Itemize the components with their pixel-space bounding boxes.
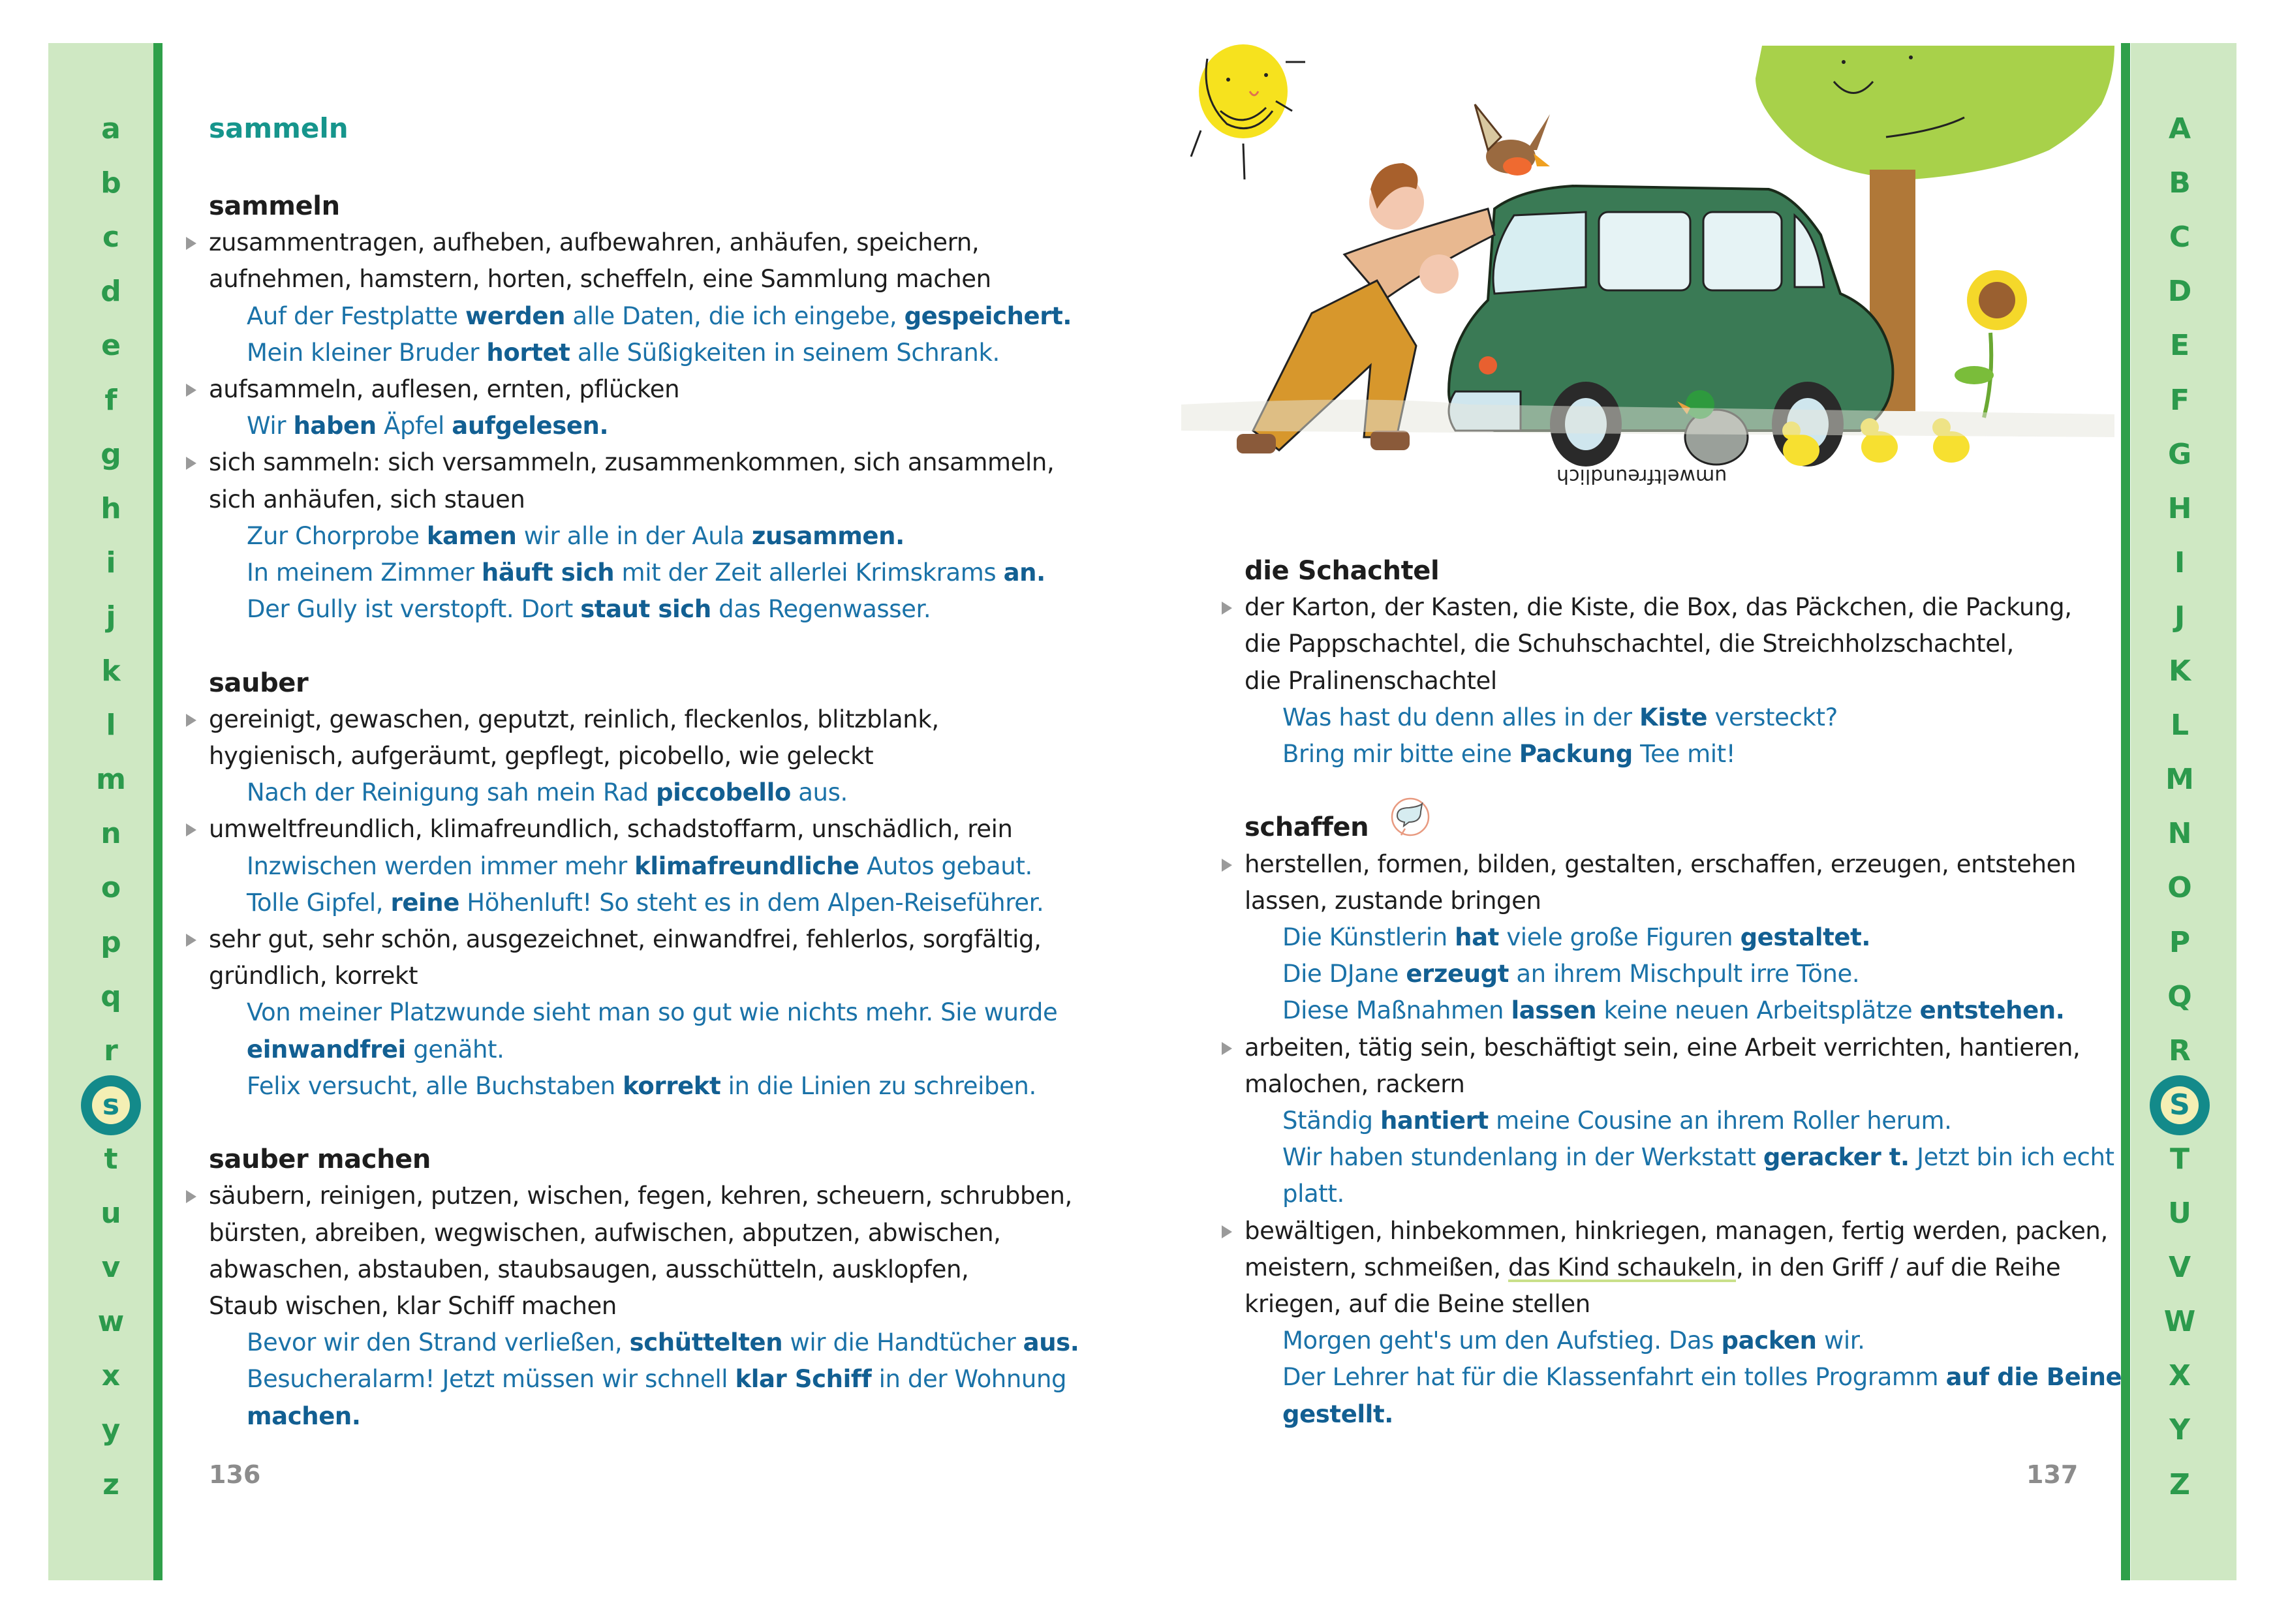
example-sentence: Zur Chorprobe kamen wir alle in der Aula zusammen. bbox=[247, 521, 905, 550]
car-illustration bbox=[1181, 39, 2121, 509]
strip-border-right bbox=[2121, 43, 2130, 1580]
synonym-line: bürsten, abreiben, wegwischen, aufwischen, abputzen, abwischen, bbox=[209, 1218, 1001, 1247]
alphabet-strip-left bbox=[48, 43, 154, 1580]
alphabet-letter[interactable]: q bbox=[101, 979, 121, 1013]
synonym-line: hygienisch, aufgeräumt, gepflegt, picobello, wie geleckt bbox=[209, 742, 874, 770]
alphabet-letter[interactable]: e bbox=[101, 329, 121, 363]
bullet-triangle-icon bbox=[186, 384, 196, 397]
example-sentence: Nach der Reinigung sah mein Rad piccobello aus. bbox=[247, 778, 848, 807]
alphabet-letter[interactable]: n bbox=[101, 817, 121, 851]
synonym-line: bewältigen, hinbekommen, hinkriegen, managen, fertig werden, packen, bbox=[1245, 1216, 2108, 1245]
alphabet-letter[interactable]: t bbox=[104, 1142, 118, 1176]
alphabet-letter[interactable]: L bbox=[2170, 709, 2189, 743]
example-sentence: Tolle Gipfel, reine Höhenluft! So steht es in dem Alpen-Reiseführer. bbox=[247, 888, 1044, 917]
synonym-line: gereinigt, gewaschen, geputzt, reinlich, fleckenlos, blitzblank, bbox=[209, 705, 939, 733]
alphabet-letter[interactable]: Z bbox=[2169, 1467, 2190, 1501]
alphabet-letter[interactable]: j bbox=[106, 600, 116, 634]
synonym-line: zusammentragen, aufheben, aufbewahren, anhäufen, speichern, bbox=[209, 228, 980, 257]
bullet-triangle-icon bbox=[1222, 1042, 1232, 1055]
alphabet-letter[interactable]: p bbox=[101, 925, 121, 959]
alphabet-letter[interactable]: y bbox=[101, 1413, 121, 1447]
bullet-triangle-icon bbox=[186, 934, 196, 947]
alphabet-letter-active[interactable] bbox=[81, 1075, 141, 1135]
alphabet-letter[interactable]: O bbox=[2167, 871, 2192, 905]
alphabet-letter[interactable]: C bbox=[2169, 221, 2191, 254]
example-sentence: gestellt. bbox=[1282, 1400, 1393, 1428]
alphabet-letter[interactable]: I bbox=[2174, 545, 2186, 579]
alphabet-letter[interactable]: N bbox=[2167, 817, 2192, 851]
page-number-right: 137 bbox=[2026, 1460, 2079, 1489]
bullet-triangle-icon bbox=[186, 1190, 196, 1203]
alphabet-letter[interactable]: B bbox=[2169, 166, 2191, 200]
alphabet-letter[interactable]: v bbox=[101, 1251, 121, 1285]
sunflower-icon bbox=[1955, 270, 2027, 418]
alphabet-letter[interactable]: T bbox=[2169, 1142, 2189, 1176]
alphabet-letter[interactable]: F bbox=[2169, 383, 2190, 417]
example-sentence: Wir haben Äpfel aufgelesen. bbox=[247, 412, 609, 440]
alphabet-letter[interactable]: u bbox=[101, 1197, 121, 1230]
example-sentence: Inzwischen werden immer mehr klimafreundliche Autos gebaut. bbox=[247, 851, 1032, 880]
alphabet-letter[interactable]: b bbox=[101, 166, 121, 200]
synonym-line: malochen, rackern bbox=[1245, 1069, 1465, 1098]
illustration-caption: umweltfreundlich bbox=[1556, 465, 1727, 487]
example-sentence: Diese Maßnahmen lassen keine neuen Arbeitsplätze entstehen. bbox=[1282, 996, 2065, 1025]
sun-icon bbox=[1191, 44, 1305, 179]
synonym-line: aufsammeln, auflesen, ernten, pflücken bbox=[209, 375, 680, 403]
example-sentence: Wir haben stundenlang in der Werkstatt geracker t. Jetzt bin ich echt bbox=[1282, 1143, 2114, 1172]
headword: sammeln bbox=[209, 191, 340, 221]
alphabet-letter[interactable]: Y bbox=[2169, 1413, 2190, 1447]
alphabet-letter[interactable]: E bbox=[2169, 329, 2190, 363]
example-sentence: machen. bbox=[247, 1402, 361, 1430]
example-sentence: In meinem Zimmer häuft sich mit der Zeit allerlei Krimskrams an. bbox=[247, 559, 1045, 587]
alphabet-letter[interactable]: D bbox=[2167, 275, 2192, 309]
headword: schaffen bbox=[1245, 812, 1369, 843]
bullet-triangle-icon bbox=[186, 457, 196, 470]
alphabet-letter[interactable]: o bbox=[101, 871, 121, 905]
running-head: sammeln bbox=[209, 112, 348, 144]
example-sentence: Bevor wir den Strand verließen, schüttelten wir die Handtücher aus. bbox=[247, 1328, 1079, 1357]
alphabet-letter[interactable]: X bbox=[2169, 1359, 2191, 1393]
synonym-line: arbeiten, tätig sein, beschäftigt sein, eine Arbeit verrichten, hantieren, bbox=[1245, 1033, 2081, 1062]
bullet-triangle-icon bbox=[186, 714, 196, 727]
alphabet-letter[interactable]: V bbox=[2168, 1251, 2191, 1285]
alphabet-letter[interactable]: k bbox=[101, 654, 121, 688]
alphabet-letter[interactable]: m bbox=[96, 763, 126, 797]
synonym-line: meistern, schmeißen, das Kind schaukeln, in den Griff / auf die Reihe bbox=[1245, 1253, 2061, 1281]
example-sentence: Die DJane erzeugt an ihrem Mischpult irre Töne. bbox=[1282, 960, 1860, 988]
alphabet-letter[interactable]: c bbox=[102, 221, 120, 254]
synonym-line: herstellen, formen, bilden, gestalten, erschaffen, erzeugen, entstehen bbox=[1245, 850, 2077, 878]
alphabet-letter[interactable]: A bbox=[2168, 112, 2191, 146]
alphabet-letter[interactable]: d bbox=[101, 275, 121, 309]
example-sentence: Bring mir bitte eine Packung Tee mit! bbox=[1282, 740, 1736, 768]
alphabet-strip-right bbox=[2131, 43, 2236, 1580]
alphabet-letter-active[interactable] bbox=[2150, 1075, 2210, 1135]
headword: die Schachtel bbox=[1245, 556, 1440, 586]
alphabet-letter[interactable]: W bbox=[2163, 1305, 2196, 1339]
synonym-line: säubern, reinigen, putzen, wischen, fegen, kehren, scheuern, schrubben, bbox=[209, 1182, 1072, 1210]
bullet-triangle-icon bbox=[1222, 602, 1232, 615]
headword: sauber machen bbox=[209, 1144, 431, 1175]
example-sentence: Auf der Festplatte werden alle Daten, die ich eingebe, gespeichert. bbox=[247, 301, 1072, 330]
example-sentence: Der Lehrer hat für die Klassenfahrt ein tolles Programm auf die Beine bbox=[1282, 1363, 2122, 1392]
alphabet-letter[interactable]: K bbox=[2168, 654, 2191, 688]
alphabet-letter[interactable]: w bbox=[97, 1305, 125, 1339]
synonym-line: sich sammeln: sich versammeln, zusammenkommen, sich ansammeln, bbox=[209, 448, 1055, 477]
example-sentence: Besucheralarm! Jetzt müssen wir schnell klar Schiff in der Wohnung bbox=[247, 1365, 1067, 1394]
example-sentence: einwandfrei genäht. bbox=[247, 1035, 504, 1064]
example-sentence: Felix versucht, alle Buchstaben korrekt in die Linien zu schreiben. bbox=[247, 1071, 1036, 1100]
alphabet-letter[interactable]: G bbox=[2167, 437, 2192, 471]
synonym-line: gründlich, korrekt bbox=[209, 962, 418, 990]
synonym-line: die Pralinenschachtel bbox=[1245, 666, 1497, 695]
example-sentence: Ständig hantiert meine Cousine an ihrem Roller herum. bbox=[1282, 1107, 1952, 1135]
bullet-triangle-icon bbox=[186, 823, 196, 836]
synonym-line: lassen, zustande bringen bbox=[1245, 886, 1541, 915]
synonym-line: der Karton, der Kasten, die Kiste, die Box, das Päckchen, die Packung, bbox=[1245, 593, 2072, 622]
example-sentence: Von meiner Platzwunde sieht man so gut wie nichts mehr. Sie wurde bbox=[247, 998, 1058, 1027]
bullet-triangle-icon bbox=[1222, 1225, 1232, 1238]
alphabet-letter-label: S bbox=[2161, 1086, 2199, 1124]
example-sentence: Die Künstlerin hat viele große Figuren gestaltet. bbox=[1282, 923, 1871, 951]
alphabet-letter[interactable]: R bbox=[2169, 1034, 2191, 1067]
example-sentence: Was hast du denn alles in der Kiste versteckt? bbox=[1282, 703, 1838, 731]
alphabet-letter[interactable]: M bbox=[2165, 763, 2194, 797]
alphabet-letter[interactable]: z bbox=[102, 1467, 119, 1501]
synonym-line: abwaschen, abstauben, staubsaugen, ausschütteln, ausklopfen, bbox=[209, 1255, 969, 1283]
alphabet-letter[interactable]: P bbox=[2169, 925, 2191, 959]
page-number-left: 136 bbox=[209, 1460, 261, 1489]
example-sentence: Der Gully ist verstopft. Dort staut sich das Regenwasser. bbox=[247, 595, 931, 624]
robin-icon bbox=[1475, 104, 1550, 176]
alphabet-letter[interactable]: g bbox=[101, 437, 121, 471]
synonym-line: umweltfreundlich, klimafreundlich, schadstoffarm, unschädlich, rein bbox=[209, 815, 1013, 844]
synonym-line: sich anhäufen, sich stauen bbox=[209, 485, 525, 513]
alphabet-letter[interactable]: f bbox=[104, 383, 117, 417]
bullet-triangle-icon bbox=[1222, 859, 1232, 872]
synonym-line: Staub wischen, klar Schiff machen bbox=[209, 1292, 617, 1320]
strip-border-left bbox=[153, 43, 162, 1580]
alphabet-letter[interactable]: x bbox=[101, 1359, 121, 1393]
headword: sauber bbox=[209, 667, 309, 698]
example-sentence: platt. bbox=[1282, 1180, 1344, 1208]
synonym-line: aufnehmen, hamstern, horten, scheffeln, eine Sammlung machen bbox=[209, 265, 991, 294]
example-sentence: Mein kleiner Bruder hortet alle Süßigkeiten in seinem Schrank. bbox=[247, 338, 1000, 367]
alphabet-letter[interactable]: H bbox=[2167, 491, 2192, 525]
alphabet-letter-label: s bbox=[92, 1086, 130, 1124]
alphabet-letter[interactable]: i bbox=[106, 545, 116, 579]
alphabet-letter[interactable]: l bbox=[106, 709, 116, 743]
alphabet-letter[interactable]: a bbox=[101, 112, 121, 146]
synonym-line: sehr gut, sehr schön, ausgezeichnet, einwandfrei, fehlerlos, sorgfältig, bbox=[209, 925, 1042, 953]
synonym-line: die Pappschachtel, die Schuhschachtel, die Streichholzschachtel, bbox=[1245, 630, 2014, 658]
alphabet-letter[interactable]: h bbox=[101, 491, 121, 525]
alphabet-letter[interactable]: U bbox=[2168, 1197, 2191, 1230]
alphabet-letter[interactable]: J bbox=[2174, 600, 2186, 634]
bullet-triangle-icon bbox=[186, 237, 196, 250]
example-sentence: Morgen geht's um den Aufstieg. Das packen wir. bbox=[1282, 1326, 1865, 1355]
alphabet-letter[interactable]: r bbox=[104, 1034, 118, 1067]
synonym-line: kriegen, auf die Beine stellen bbox=[1245, 1290, 1590, 1318]
speech-bubble-icon[interactable] bbox=[1387, 797, 1434, 840]
alphabet-letter[interactable]: Q bbox=[2167, 979, 2192, 1013]
